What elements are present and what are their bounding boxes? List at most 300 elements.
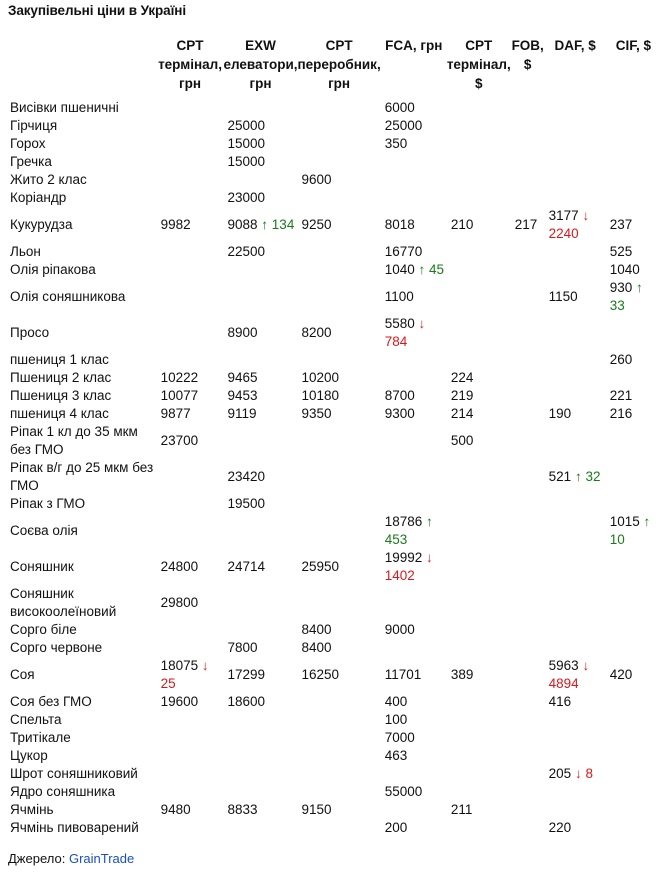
column-header-daf-usd: DAF, $ xyxy=(554,38,596,53)
price-cell-cpt-processor-uah xyxy=(297,351,380,369)
price-cell-fca-uah xyxy=(381,549,447,585)
price-value: 17299 xyxy=(227,667,266,682)
price-cell-daf-usd xyxy=(545,711,606,729)
commodity-name: Жито 2 клас xyxy=(10,172,87,187)
price-cell-fob-usd xyxy=(511,747,545,765)
price-cell-exw-uah xyxy=(223,693,297,711)
price-change: 32 xyxy=(585,469,601,484)
price-cell-cif-usd xyxy=(606,189,661,207)
price-cell-cpt-terminal-uah xyxy=(157,783,224,801)
price-cell-cpt-processor-uah xyxy=(297,153,380,171)
price-change: 33 xyxy=(609,298,625,313)
price-cell-cif-usd xyxy=(606,513,661,549)
price-cell-daf-usd xyxy=(545,387,606,405)
price-cell-exw-uah xyxy=(223,405,297,423)
table-row xyxy=(6,585,661,621)
table-row xyxy=(6,639,661,657)
column-header-fca-uah: FCA, грн xyxy=(385,38,443,53)
price-cell-cpt-terminal-usd xyxy=(447,459,511,495)
price-cell-daf-usd xyxy=(545,189,606,207)
price-cell-fca-uah xyxy=(381,351,447,369)
price-value: 8400 xyxy=(301,622,332,637)
price-cell-cif-usd xyxy=(606,549,661,585)
price-cell-daf-usd xyxy=(545,657,606,693)
price-cell-cpt-terminal-uah xyxy=(157,585,224,621)
arrow-down-icon: ↓ xyxy=(426,550,433,565)
price-cell-cpt-terminal-uah xyxy=(157,171,224,189)
price-cell-cif-usd xyxy=(606,819,661,837)
price-cell-exw-uah xyxy=(223,585,297,621)
price-value: 9150 xyxy=(301,802,332,817)
price-value: 389 xyxy=(450,667,474,682)
price-cell-fob-usd xyxy=(511,261,545,279)
commodity-name: Пшениця 2 клас xyxy=(10,370,112,385)
price-cell-fca-uah xyxy=(381,693,447,711)
price-value: 23000 xyxy=(227,190,266,205)
price-change: 453 xyxy=(384,532,408,547)
table-row xyxy=(6,711,661,729)
price-cell-fca-uah xyxy=(381,459,447,495)
price-cell-cpt-processor-uah xyxy=(297,783,380,801)
price-value: 10200 xyxy=(301,370,340,385)
price-cell-daf-usd xyxy=(545,549,606,585)
price-value: 24800 xyxy=(160,559,199,574)
price-cell-cif-usd xyxy=(606,99,661,117)
price-cell-fca-uah xyxy=(381,243,447,261)
price-cell-cpt-processor-uah xyxy=(297,117,380,135)
price-cell-cpt-processor-uah xyxy=(297,729,380,747)
price-cell-cpt-processor-uah xyxy=(297,711,380,729)
price-cell-fca-uah xyxy=(381,135,447,153)
price-cell-cpt-terminal-uah xyxy=(157,387,224,405)
price-cell-daf-usd xyxy=(545,261,606,279)
price-cell-cpt-terminal-uah xyxy=(157,711,224,729)
price-cell-fob-usd xyxy=(511,585,545,621)
price-cell-fob-usd xyxy=(511,783,545,801)
price-cell-exw-uah xyxy=(223,657,297,693)
price-cell-daf-usd xyxy=(545,243,606,261)
commodity-name: Соя xyxy=(10,667,35,682)
price-value: 8018 xyxy=(384,217,415,232)
price-cell-fca-uah xyxy=(381,729,447,747)
price-cell-cif-usd xyxy=(606,639,661,657)
table-row xyxy=(6,117,661,135)
price-cell-exw-uah xyxy=(223,783,297,801)
price-cell-exw-uah xyxy=(223,207,297,243)
price-value: 3177 xyxy=(548,208,579,223)
price-value: 1150 xyxy=(548,289,578,304)
price-cell-cif-usd xyxy=(606,117,661,135)
price-change: 4894 xyxy=(548,676,579,691)
price-value: 25000 xyxy=(384,118,423,133)
price-cell-cif-usd xyxy=(606,711,661,729)
price-value: 190 xyxy=(548,406,572,421)
price-cell-cpt-terminal-usd xyxy=(447,261,511,279)
price-cell-daf-usd xyxy=(545,783,606,801)
commodity-name: Ячмінь xyxy=(10,802,54,817)
price-cell-cif-usd xyxy=(606,657,661,693)
price-cell-cpt-terminal-usd xyxy=(447,711,511,729)
commodity-name: Соняшник xyxy=(10,559,74,574)
price-cell-exw-uah xyxy=(223,639,297,657)
price-value: 9453 xyxy=(227,388,258,403)
price-value: 23420 xyxy=(227,469,266,484)
table-row xyxy=(6,693,661,711)
price-cell-cif-usd xyxy=(606,261,661,279)
price-value: 16250 xyxy=(301,667,340,682)
price-value: 8700 xyxy=(384,388,415,403)
price-change: 134 xyxy=(271,217,295,232)
price-value: 15000 xyxy=(227,136,266,151)
arrow-up-icon: ↑ xyxy=(418,262,426,277)
commodity-name: Просо xyxy=(10,325,50,340)
price-cell-cpt-terminal-usd xyxy=(447,153,511,171)
price-cell-cpt-terminal-usd xyxy=(447,621,511,639)
price-cell-cpt-processor-uah xyxy=(297,315,380,351)
price-value: 260 xyxy=(609,352,633,367)
price-cell-cpt-processor-uah xyxy=(297,189,380,207)
price-cell-cpt-terminal-uah xyxy=(157,189,224,207)
price-cell-cpt-terminal-uah xyxy=(157,153,224,171)
price-cell-fca-uah xyxy=(381,423,447,459)
price-cell-cpt-processor-uah xyxy=(297,261,380,279)
price-cell-cpt-terminal-usd xyxy=(447,729,511,747)
price-cell-exw-uah xyxy=(223,351,297,369)
price-cell-exw-uah xyxy=(223,765,297,783)
price-cell-exw-uah xyxy=(223,135,297,153)
table-row xyxy=(6,99,661,117)
price-cell-cpt-processor-uah xyxy=(297,207,380,243)
price-cell-cif-usd xyxy=(606,315,661,351)
price-cell-fob-usd xyxy=(511,135,545,153)
price-cell-cpt-terminal-usd xyxy=(447,171,511,189)
commodity-name: Сорго біле xyxy=(10,622,77,637)
commodity-name: Ріпак 1 кл до 35 мкм без ГМО xyxy=(10,424,138,457)
price-cell-cif-usd xyxy=(606,729,661,747)
price-cell-cif-usd xyxy=(606,369,661,387)
price-cell-exw-uah xyxy=(223,513,297,549)
price-cell-fca-uah xyxy=(381,513,447,549)
price-change: 8 xyxy=(585,766,593,781)
price-cell-cpt-terminal-uah xyxy=(157,369,224,387)
price-cell-fca-uah xyxy=(381,279,447,315)
table-row xyxy=(6,801,661,819)
price-cell-cpt-terminal-usd xyxy=(447,387,511,405)
price-cell-cpt-processor-uah xyxy=(297,819,380,837)
price-cell-cpt-terminal-uah xyxy=(157,207,224,243)
price-cell-exw-uah xyxy=(223,117,297,135)
price-cell-cpt-terminal-uah xyxy=(157,747,224,765)
price-cell-exw-uah xyxy=(223,621,297,639)
commodity-name: Гірчиця xyxy=(10,118,58,133)
price-value: 19992 xyxy=(384,550,423,565)
price-cell-exw-uah xyxy=(223,747,297,765)
column-header-cpt-terminal-uah: CPT термінал, грн xyxy=(158,38,222,91)
price-value: 521 xyxy=(548,469,572,484)
price-value: 25950 xyxy=(301,559,340,574)
commodity-name: Спельта xyxy=(10,712,62,727)
price-cell-fca-uah xyxy=(381,405,447,423)
price-cell-daf-usd xyxy=(545,207,606,243)
price-cell-cpt-terminal-usd xyxy=(447,639,511,657)
price-cell-fob-usd xyxy=(511,639,545,657)
price-value: 16770 xyxy=(384,244,423,259)
price-cell-fob-usd xyxy=(511,711,545,729)
price-cell-daf-usd xyxy=(545,495,606,513)
price-value: 5963 xyxy=(548,658,579,673)
price-cell-daf-usd xyxy=(545,621,606,639)
price-cell-cpt-terminal-uah xyxy=(157,99,224,117)
price-value: 19500 xyxy=(227,496,266,511)
price-cell-cif-usd xyxy=(606,153,661,171)
price-value: 25000 xyxy=(227,118,266,133)
price-cell-cpt-processor-uah xyxy=(297,405,380,423)
price-cell-cpt-terminal-usd xyxy=(447,423,511,459)
price-cell-cif-usd xyxy=(606,693,661,711)
price-cell-fob-usd xyxy=(511,549,545,585)
price-value: 221 xyxy=(609,388,633,403)
price-cell-exw-uah xyxy=(223,99,297,117)
price-cell-cpt-processor-uah xyxy=(297,495,380,513)
price-value: 7000 xyxy=(384,730,415,745)
price-cell-cpt-terminal-uah xyxy=(157,117,224,135)
price-cell-daf-usd xyxy=(545,459,606,495)
price-cell-fob-usd xyxy=(511,495,545,513)
price-cell-cpt-terminal-uah xyxy=(157,279,224,315)
price-cell-fca-uah xyxy=(381,387,447,405)
price-value: 23700 xyxy=(160,433,199,448)
price-cell-daf-usd xyxy=(545,819,606,837)
column-header-cpt-terminal-usd: CPT термінал, $ xyxy=(446,38,511,91)
price-cell-daf-usd xyxy=(545,153,606,171)
price-cell-exw-uah xyxy=(223,495,297,513)
price-cell-daf-usd xyxy=(545,693,606,711)
table-row xyxy=(6,351,661,369)
column-header-name xyxy=(6,36,157,99)
price-cell-exw-uah xyxy=(223,423,297,459)
price-cell-exw-uah xyxy=(223,801,297,819)
price-cell-fob-usd xyxy=(511,279,545,315)
price-cell-cpt-processor-uah xyxy=(297,387,380,405)
table-row xyxy=(6,783,661,801)
price-cell-exw-uah xyxy=(223,279,297,315)
price-cell-cpt-processor-uah xyxy=(297,747,380,765)
price-change: 25 xyxy=(160,676,176,691)
price-cell-fob-usd xyxy=(511,423,545,459)
price-cell-fca-uah xyxy=(381,117,447,135)
price-value: 210 xyxy=(450,217,474,232)
price-cell-daf-usd xyxy=(545,405,606,423)
price-cell-daf-usd xyxy=(545,513,606,549)
commodity-name: Соя без ГМО xyxy=(10,694,92,709)
commodity-name: Льон xyxy=(10,244,41,259)
price-cell-daf-usd xyxy=(545,135,606,153)
price-cell-daf-usd xyxy=(545,279,606,315)
price-cell-fob-usd xyxy=(511,153,545,171)
price-cell-cpt-terminal-uah xyxy=(157,819,224,837)
table-body xyxy=(6,99,661,837)
price-cell-fca-uah xyxy=(381,171,447,189)
price-cell-cpt-terminal-uah xyxy=(157,495,224,513)
price-cell-daf-usd xyxy=(545,585,606,621)
price-cell-cpt-terminal-usd xyxy=(447,513,511,549)
price-value: 463 xyxy=(384,748,408,763)
table-row xyxy=(6,135,661,153)
price-cell-cif-usd xyxy=(606,387,661,405)
price-cell-fca-uah xyxy=(381,315,447,351)
price-value: 8833 xyxy=(227,802,258,817)
price-cell-cpt-terminal-usd xyxy=(447,189,511,207)
price-cell-fob-usd xyxy=(511,315,545,351)
price-cell-fob-usd xyxy=(511,729,545,747)
price-change: 1402 xyxy=(384,568,415,583)
arrow-up-icon: ↑ xyxy=(261,217,269,232)
price-cell-cpt-terminal-uah xyxy=(157,135,224,153)
price-cell-cpt-processor-uah xyxy=(297,99,380,117)
price-cell-cpt-terminal-usd xyxy=(447,405,511,423)
price-cell-cpt-processor-uah xyxy=(297,243,380,261)
price-cell-cif-usd xyxy=(606,783,661,801)
price-cell-exw-uah xyxy=(223,459,297,495)
price-cell-cif-usd xyxy=(606,585,661,621)
price-value: 15000 xyxy=(227,154,266,169)
table-row xyxy=(6,171,661,189)
price-cell-cpt-processor-uah xyxy=(297,513,380,549)
price-cell-cif-usd xyxy=(606,207,661,243)
price-value: 205 xyxy=(548,766,572,781)
price-cell-cif-usd xyxy=(606,405,661,423)
table-header-row xyxy=(6,36,661,99)
price-value: 6000 xyxy=(384,100,415,115)
price-cell-exw-uah xyxy=(223,261,297,279)
price-value: 214 xyxy=(450,406,474,421)
table-row xyxy=(6,765,661,783)
table-row xyxy=(6,279,661,315)
price-value: 9480 xyxy=(160,802,191,817)
price-cell-cpt-processor-uah xyxy=(297,621,380,639)
price-value: 400 xyxy=(384,694,408,709)
price-cell-fca-uah xyxy=(381,765,447,783)
table-row xyxy=(6,369,661,387)
price-cell-cif-usd xyxy=(606,459,661,495)
price-cell-cpt-terminal-usd xyxy=(447,819,511,837)
price-cell-cpt-processor-uah xyxy=(297,657,380,693)
price-cell-fca-uah xyxy=(381,819,447,837)
price-cell-cpt-terminal-usd xyxy=(447,585,511,621)
table-row xyxy=(6,315,661,351)
price-cell-exw-uah xyxy=(223,171,297,189)
page-title: Закупівельні ціни в Україні xyxy=(8,3,186,18)
price-cell-cpt-terminal-usd xyxy=(447,135,511,153)
price-value: 200 xyxy=(384,820,408,835)
price-cell-cpt-terminal-uah xyxy=(157,657,224,693)
table-row xyxy=(6,621,661,639)
arrow-down-icon: ↓ xyxy=(582,208,590,223)
price-cell-daf-usd xyxy=(545,351,606,369)
table-row xyxy=(6,459,661,495)
price-cell-cpt-processor-uah xyxy=(297,459,380,495)
commodity-name: Шрот соняшниковий xyxy=(10,766,138,781)
price-change: 10 xyxy=(609,532,625,547)
commodity-name: Цукор xyxy=(10,748,48,763)
price-cell-cpt-terminal-uah xyxy=(157,729,224,747)
price-cell-cpt-terminal-uah xyxy=(157,639,224,657)
price-value: 9300 xyxy=(384,406,415,421)
price-cell-fca-uah xyxy=(381,207,447,243)
commodity-name: пшениця 4 клас xyxy=(10,406,109,421)
price-value: 1015 xyxy=(609,514,640,529)
price-cell-cif-usd xyxy=(606,243,661,261)
price-cell-cpt-terminal-usd xyxy=(447,243,511,261)
price-cell-cpt-processor-uah xyxy=(297,135,380,153)
price-value: 219 xyxy=(450,388,474,403)
price-cell-fca-uah xyxy=(381,189,447,207)
commodity-name: Тритікале xyxy=(10,730,71,745)
price-cell-cpt-terminal-usd xyxy=(447,315,511,351)
price-value: 525 xyxy=(609,244,633,259)
price-cell-fob-usd xyxy=(511,99,545,117)
price-value: 9350 xyxy=(301,406,332,421)
price-cell-fob-usd xyxy=(511,243,545,261)
prices-table xyxy=(6,36,661,837)
price-cell-daf-usd xyxy=(545,639,606,657)
table-row xyxy=(6,243,661,261)
price-cell-exw-uah xyxy=(223,153,297,171)
table-row xyxy=(6,549,661,585)
price-cell-cpt-terminal-uah xyxy=(157,459,224,495)
price-value: 29800 xyxy=(160,595,199,610)
price-value: 9000 xyxy=(384,622,415,637)
arrow-up-icon: ↑ xyxy=(643,514,651,529)
price-value: 22500 xyxy=(227,244,266,259)
price-value: 220 xyxy=(548,820,572,835)
price-cell-cpt-terminal-uah xyxy=(157,621,224,639)
price-cell-fca-uah xyxy=(381,495,447,513)
price-cell-exw-uah xyxy=(223,369,297,387)
price-cell-fca-uah xyxy=(381,639,447,657)
price-cell-exw-uah xyxy=(223,387,297,405)
price-cell-cpt-processor-uah xyxy=(297,549,380,585)
arrow-down-icon: ↓ xyxy=(201,658,209,673)
price-value: 55000 xyxy=(384,784,423,799)
price-cell-cpt-terminal-uah xyxy=(157,351,224,369)
arrow-up-icon: ↑ xyxy=(574,469,582,484)
price-cell-cpt-processor-uah xyxy=(297,423,380,459)
price-value: 11701 xyxy=(384,667,422,682)
price-cell-cpt-processor-uah xyxy=(297,585,380,621)
commodity-name: Горох xyxy=(10,136,46,151)
table-row xyxy=(6,405,661,423)
price-change: 784 xyxy=(384,334,408,349)
commodity-name: Соняшник високоолеїновий xyxy=(10,586,117,619)
commodity-name: пшениця 1 клас xyxy=(10,352,109,367)
price-value: 8200 xyxy=(301,325,332,340)
price-cell-cpt-terminal-usd xyxy=(447,369,511,387)
price-cell-cpt-processor-uah xyxy=(297,693,380,711)
price-cell-cpt-terminal-usd xyxy=(447,495,511,513)
commodity-name: Ріпак в/г до 25 мкм без ГМО xyxy=(10,460,154,493)
price-cell-cpt-terminal-uah xyxy=(157,693,224,711)
commodity-name: Соєва олія xyxy=(10,523,78,538)
price-value: 7800 xyxy=(227,640,258,655)
price-cell-fob-usd xyxy=(511,459,545,495)
source-link[interactable]: GrainTrade xyxy=(68,851,135,866)
commodity-name: Олія ріпакова xyxy=(10,262,96,277)
price-value: 9600 xyxy=(301,172,332,187)
price-cell-cpt-terminal-usd xyxy=(447,117,511,135)
table-row xyxy=(6,153,661,171)
price-cell-cpt-processor-uah xyxy=(297,765,380,783)
